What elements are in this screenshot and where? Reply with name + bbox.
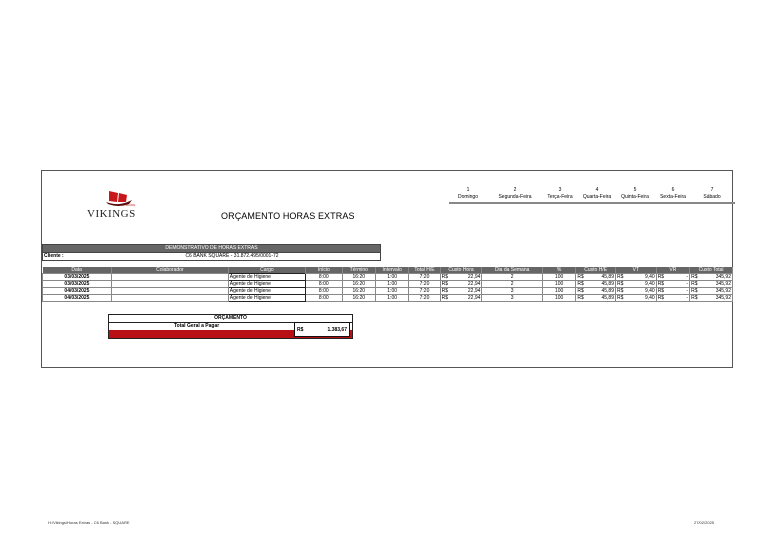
total-he-cell: 7:20: [409, 295, 440, 302]
vikings-logo: [85, 189, 155, 225]
column-header: Término: [342, 267, 375, 274]
currency-symbol: R$: [657, 274, 665, 280]
custo-total-cell: [690, 295, 733, 302]
vt-cell: [615, 281, 656, 288]
weekday-number: 1: [466, 187, 470, 193]
budget-title: ORÇAMENTO: [109, 315, 352, 323]
currency-symbol: R$: [616, 295, 624, 301]
brand-tagline: SAÚDE: [125, 203, 136, 207]
amount: 345,92: [715, 281, 731, 287]
spreadsheet-page: [41, 170, 733, 368]
date-cell: 04/03/2025: [43, 288, 112, 295]
column-header: Custo Hora: [440, 267, 482, 274]
demonstrativo-block: [42, 244, 381, 261]
table-row: [43, 274, 733, 281]
total-amount-box: [294, 322, 350, 337]
total-currency: R$: [297, 326, 304, 333]
weekday-number: 5: [633, 187, 637, 193]
vt-cell: [615, 274, 656, 281]
table-row: [43, 295, 733, 302]
termino-cell: 16:20: [342, 274, 375, 281]
custo-total-cell: [690, 288, 733, 295]
weekday-legend: [449, 187, 735, 204]
termino-cell: 16:20: [342, 288, 375, 295]
currency-symbol: R$: [577, 274, 584, 280]
cliente-value: C6 BANK SQUARE - 31.872.495/0001-72: [185, 253, 279, 259]
percent-cell: 100: [542, 274, 575, 281]
column-header: VT: [615, 267, 656, 274]
dia-semana-cell: 3: [482, 295, 543, 302]
weekday-name: Segunda-Feira: [498, 194, 532, 200]
amount: 9,40: [644, 274, 655, 280]
intervalo-cell: 1:00: [375, 274, 408, 281]
column-header: Dia da Semana: [482, 267, 543, 274]
percent-cell: 100: [542, 281, 575, 288]
amount: 45,89: [601, 295, 614, 301]
amount: -: [686, 274, 689, 280]
colaborador-cell: [111, 281, 228, 288]
amount: 9,40: [644, 295, 655, 301]
weekday-number: 2: [513, 187, 517, 193]
page-title: ORÇAMENTO HORAS EXTRAS: [221, 211, 355, 221]
date-cell: 03/03/2025: [43, 274, 112, 281]
percent-cell: 100: [542, 288, 575, 295]
table-row: [43, 281, 733, 288]
currency-symbol: R$: [657, 281, 665, 287]
custo-hora-cell: [440, 288, 482, 295]
currency-symbol: R$: [691, 281, 698, 287]
weekday-number: 3: [558, 187, 562, 193]
weekday-2: [493, 187, 537, 201]
date-cell: 04/03/2025: [43, 295, 112, 302]
total-he-cell: 7:20: [409, 281, 440, 288]
amount: 345,92: [715, 288, 731, 294]
currency-symbol: R$: [691, 295, 698, 301]
column-header: Custo H/E: [576, 267, 616, 274]
vr-cell: [656, 295, 689, 302]
demonstrativo-header: DEMONSTRATIVO DE HORAS EXTRAS: [42, 244, 381, 253]
custo-total-cell: [690, 281, 733, 288]
inicio-cell: 8:00: [306, 281, 343, 288]
total-value: 1.383,67: [327, 326, 347, 333]
currency-symbol: R$: [441, 281, 449, 287]
intervalo-cell: 1:00: [375, 295, 408, 302]
weekday-7: [690, 187, 734, 201]
inicio-cell: 8:00: [306, 274, 343, 281]
weekday-1: [446, 187, 490, 201]
cargo-cell: Agente de Higiene: [228, 288, 305, 295]
column-header: Data: [43, 267, 112, 274]
amount: -: [686, 295, 689, 301]
vr-cell: [656, 281, 689, 288]
termino-cell: 16:20: [342, 281, 375, 288]
column-header: Custo Total: [690, 267, 733, 274]
total-label: Total Geral a Pagar: [174, 323, 220, 329]
colaborador-cell: [111, 274, 228, 281]
currency-symbol: R$: [441, 295, 449, 301]
overtime-table: [42, 267, 733, 302]
currency-symbol: R$: [691, 274, 698, 280]
currency-symbol: R$: [657, 295, 665, 301]
column-header: %: [542, 267, 575, 274]
currency-symbol: R$: [691, 288, 698, 294]
colaborador-cell: [111, 295, 228, 302]
column-header: Intervalo: [375, 267, 408, 274]
vt-cell: [615, 295, 656, 302]
custo-hora-cell: [440, 274, 482, 281]
dia-semana-cell: 2: [482, 281, 543, 288]
amount: 22,94: [467, 295, 481, 301]
weekday-number: 7: [710, 187, 714, 193]
amount: 22,94: [467, 281, 481, 287]
dia-semana-cell: 3: [482, 288, 543, 295]
amount: 22,94: [467, 274, 481, 280]
weekday-number: 4: [595, 187, 599, 193]
cliente-label: Cliente :: [44, 253, 64, 259]
currency-symbol: R$: [577, 281, 584, 287]
termino-cell: 16:20: [342, 295, 375, 302]
intervalo-cell: 1:00: [375, 288, 408, 295]
table-row: [43, 288, 733, 295]
amount: 22,94: [467, 288, 481, 294]
cargo-cell: Agente de Higiene: [228, 274, 305, 281]
column-header: Total H/E: [409, 267, 440, 274]
currency-symbol: R$: [616, 274, 624, 280]
colaborador-cell: [111, 288, 228, 295]
currency-symbol: R$: [616, 288, 624, 294]
amount: 9,40: [644, 281, 655, 287]
weekday-name: Terça-Feira: [547, 194, 573, 200]
footer-file-path: H:\Vikings\Horas Extras - C6 Bank - SQUARE: [48, 520, 130, 525]
weekday-number: 6: [671, 187, 675, 193]
custo-total-cell: [690, 274, 733, 281]
amount: 345,92: [715, 274, 731, 280]
column-header: VR: [656, 267, 689, 274]
weekday-name: Quarta-Feira: [582, 194, 612, 200]
vr-cell: [656, 288, 689, 295]
vr-cell: [656, 274, 689, 281]
date-cell: 03/03/2025: [43, 281, 112, 288]
currency-symbol: R$: [657, 288, 665, 294]
custo-hora-cell: [440, 295, 482, 302]
column-header: Cargo: [228, 267, 305, 274]
cliente-row: [42, 253, 381, 261]
custo-he-cell: [576, 274, 616, 281]
custo-he-cell: [576, 295, 616, 302]
amount: 45,89: [601, 281, 614, 287]
currency-symbol: R$: [577, 295, 584, 301]
custo-he-cell: [576, 281, 616, 288]
amount: 45,89: [601, 288, 614, 294]
currency-symbol: R$: [441, 288, 449, 294]
amount: -: [686, 281, 689, 287]
total-he-cell: 7:20: [409, 274, 440, 281]
cargo-cell: Agente de Higiene: [228, 295, 305, 302]
budget-box: [108, 314, 353, 339]
inicio-cell: 8:00: [306, 288, 343, 295]
custo-hora-cell: [440, 281, 482, 288]
dia-semana-cell: 2: [482, 274, 543, 281]
weekday-6: [651, 187, 695, 201]
weekday-name: Quinta-Feira: [621, 194, 649, 200]
inicio-cell: 8:00: [306, 295, 343, 302]
footer-date: 27/02/2025: [694, 520, 715, 525]
total-he-cell: 7:20: [409, 288, 440, 295]
weekday-name: Sábado: [703, 194, 721, 200]
vt-cell: [615, 288, 656, 295]
intervalo-cell: 1:00: [375, 281, 408, 288]
percent-cell: 100: [542, 295, 575, 302]
brand-name: VIKINGS: [87, 208, 136, 220]
weekday-name: Domingo: [457, 194, 478, 200]
custo-he-cell: [576, 288, 616, 295]
cargo-cell: Agente de Higiene: [228, 281, 305, 288]
amount: 45,89: [601, 274, 614, 280]
weekday-name: Sexta-Feira: [660, 194, 686, 200]
column-header: Início: [306, 267, 343, 274]
currency-symbol: R$: [577, 288, 584, 294]
amount: -: [686, 288, 689, 294]
column-header: Colaborador: [111, 267, 228, 274]
amount: 9,40: [644, 288, 655, 294]
currency-symbol: R$: [441, 274, 449, 280]
currency-symbol: R$: [616, 281, 624, 287]
amount: 345,92: [715, 295, 731, 301]
